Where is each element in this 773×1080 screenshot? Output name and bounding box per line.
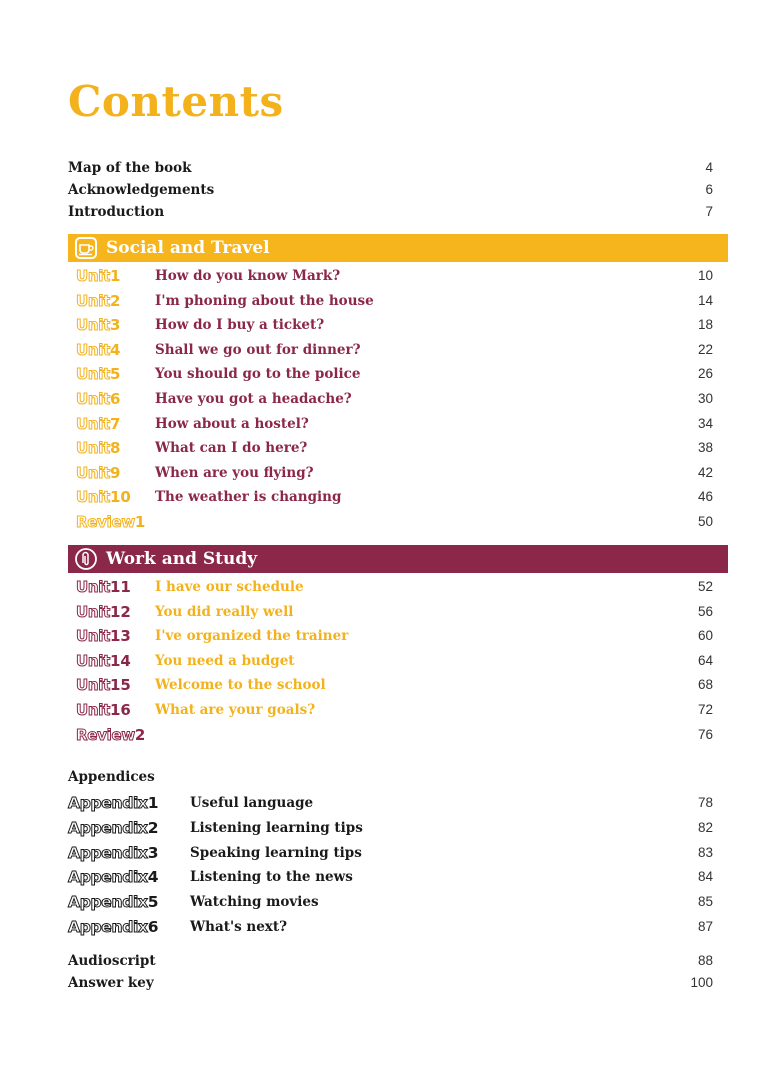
entry-title: Listening to the news xyxy=(190,869,353,886)
entry-page: 84 xyxy=(697,869,713,885)
appendix-row[interactable] xyxy=(68,791,713,815)
entry-page: 83 xyxy=(697,844,713,860)
coffee-cup-icon xyxy=(75,237,97,259)
entry-number: 2 xyxy=(147,818,159,837)
entry-prefix: Appendix xyxy=(68,893,148,912)
section-header-social-and-travel xyxy=(68,234,728,262)
entry-page: 38 xyxy=(697,440,713,456)
entry-label xyxy=(76,338,120,362)
entry-label xyxy=(76,698,131,722)
toc-page: 88 xyxy=(697,953,713,968)
entry-prefix: Unit xyxy=(76,390,110,408)
entry-page: 22 xyxy=(697,341,713,357)
entry-label xyxy=(68,791,159,815)
entry-page: 52 xyxy=(697,579,713,594)
entry-prefix: Unit xyxy=(76,578,110,596)
section-title: Work and Study xyxy=(106,549,258,569)
entry-page: 30 xyxy=(697,391,713,406)
entry-number: 6 xyxy=(147,918,159,936)
unit-row[interactable] xyxy=(76,698,713,722)
entry-title: I'm phoning about the house xyxy=(155,292,374,309)
unit-row[interactable] xyxy=(76,600,713,624)
toc-row-map-of-the-book[interactable] xyxy=(68,157,713,179)
unit-row[interactable] xyxy=(76,436,713,460)
entry-label xyxy=(76,575,131,599)
unit-row[interactable] xyxy=(76,673,713,697)
entry-title: Shall we go out for dinner? xyxy=(155,341,361,358)
entry-page: 18 xyxy=(697,317,713,333)
toc-page: 4 xyxy=(705,160,713,175)
entry-label xyxy=(76,649,131,673)
entry-prefix: Unit xyxy=(76,291,110,310)
entry-title: How do I buy a ticket? xyxy=(155,317,325,334)
entry-number: 7 xyxy=(109,414,121,433)
entry-page: 26 xyxy=(697,366,713,382)
appendices-heading: Appendices xyxy=(68,769,155,785)
entry-prefix: Unit xyxy=(76,267,110,285)
unit-row[interactable] xyxy=(76,338,713,362)
entry-prefix: Unit xyxy=(76,340,110,359)
unit-row[interactable] xyxy=(76,575,713,599)
entry-number: 14 xyxy=(109,651,131,670)
entry-label xyxy=(76,313,120,337)
entry-page: 64 xyxy=(697,652,713,668)
entry-number: 4 xyxy=(147,868,159,887)
entry-prefix: Unit xyxy=(76,316,110,335)
entry-title: Have you got a headache? xyxy=(155,391,352,407)
toc-label: Map of the book xyxy=(68,160,192,176)
appendix-row[interactable] xyxy=(68,890,713,914)
entry-page: 76 xyxy=(697,726,713,742)
entry-number: 16 xyxy=(109,701,131,719)
entry-label xyxy=(76,264,120,288)
entry-label xyxy=(68,890,159,914)
toc-label: Answer key xyxy=(68,975,154,991)
unit-row[interactable] xyxy=(76,485,713,509)
entry-title: Useful language xyxy=(190,795,314,811)
entry-page: 78 xyxy=(697,795,713,810)
entry-label xyxy=(76,624,131,648)
entry-prefix: Unit xyxy=(76,651,110,670)
entry-title: The weather is changing xyxy=(155,489,342,506)
entry-label xyxy=(76,289,120,313)
entry-title: Listening learning tips xyxy=(190,819,363,836)
entry-page: 82 xyxy=(697,819,713,835)
entry-page: 60 xyxy=(697,628,713,644)
page-title: Contents xyxy=(68,77,284,126)
entry-prefix: Review xyxy=(76,513,135,531)
section-header-work-and-study xyxy=(68,545,728,573)
unit-row[interactable] xyxy=(76,264,713,288)
unit-row[interactable] xyxy=(76,412,713,436)
entry-number: 5 xyxy=(147,893,159,912)
section-title: Social and Travel xyxy=(106,238,270,258)
entry-page: 50 xyxy=(697,514,713,529)
entry-title: Speaking learning tips xyxy=(190,844,362,861)
entry-prefix: Review xyxy=(76,725,135,744)
entry-title: How do you know Mark? xyxy=(155,268,341,284)
entry-number: 15 xyxy=(109,676,131,695)
toc-label: Introduction xyxy=(68,204,165,220)
entry-page: 46 xyxy=(697,489,713,505)
entry-title: Watching movies xyxy=(190,894,319,911)
entry-title: You did really well xyxy=(155,603,294,620)
entry-prefix: Appendix xyxy=(68,794,148,812)
entry-title: I have our schedule xyxy=(155,579,304,595)
entry-number: 5 xyxy=(109,365,121,384)
entry-prefix: Unit xyxy=(76,676,110,695)
toc-row-audioscript[interactable] xyxy=(68,950,713,972)
entry-page: 87 xyxy=(697,919,713,934)
entry-number: 13 xyxy=(109,627,131,646)
entry-title: Welcome to the school xyxy=(155,677,326,694)
entry-number: 11 xyxy=(109,578,131,596)
entry-number: 2 xyxy=(109,291,121,310)
entry-title: I've organized the trainer xyxy=(155,628,349,645)
unit-row[interactable] xyxy=(76,362,713,386)
unit-row[interactable] xyxy=(76,313,713,337)
entry-title: When are you flying? xyxy=(155,464,314,481)
entry-page: 10 xyxy=(697,268,713,283)
entry-number: 3 xyxy=(109,316,121,335)
entry-page: 56 xyxy=(697,603,713,619)
entry-label xyxy=(76,510,145,534)
appendix-row[interactable] xyxy=(68,841,713,865)
entry-prefix: Appendix xyxy=(68,868,148,887)
entry-label xyxy=(68,841,159,865)
unit-row[interactable] xyxy=(76,289,713,313)
paperclip-icon xyxy=(75,548,97,570)
entry-label xyxy=(76,387,120,411)
entry-number: 9 xyxy=(109,463,121,482)
entry-label xyxy=(76,412,120,436)
entry-number: 10 xyxy=(109,488,131,507)
entry-prefix: Appendix xyxy=(68,818,148,837)
entry-prefix: Unit xyxy=(76,602,110,621)
entry-page: 42 xyxy=(697,464,713,480)
toc-row-introduction[interactable] xyxy=(68,201,713,223)
unit-row[interactable] xyxy=(76,461,713,485)
entry-label xyxy=(76,362,120,386)
entry-title: What's next? xyxy=(190,919,287,935)
entry-label xyxy=(68,865,159,889)
toc-row-acknowledgements[interactable] xyxy=(68,179,713,201)
entry-label xyxy=(76,600,131,624)
entry-page: 85 xyxy=(697,894,713,910)
review-row[interactable] xyxy=(76,723,713,747)
unit-row[interactable] xyxy=(76,387,713,411)
entry-number: 12 xyxy=(109,602,131,621)
entry-page: 34 xyxy=(697,415,713,431)
entry-prefix: Unit xyxy=(76,488,110,507)
entry-title: How about a hostel? xyxy=(155,415,309,432)
entry-prefix: Unit xyxy=(76,463,110,482)
entry-prefix: Unit xyxy=(76,365,110,384)
entry-prefix: Appendix xyxy=(68,843,148,862)
entry-title: What are your goals? xyxy=(155,702,316,718)
entry-prefix: Unit xyxy=(76,414,110,433)
entry-number: 1 xyxy=(134,513,146,531)
entry-number: 1 xyxy=(147,794,159,812)
entry-number: 3 xyxy=(147,843,159,862)
appendix-row[interactable] xyxy=(68,865,713,889)
unit-row[interactable] xyxy=(76,624,713,648)
toc-row-answer-key[interactable] xyxy=(68,972,713,994)
entry-prefix: Unit xyxy=(76,701,110,719)
entry-label xyxy=(68,915,159,939)
entry-prefix: Appendix xyxy=(68,918,148,936)
toc-page: 6 xyxy=(705,182,713,197)
entry-title: What can I do here? xyxy=(155,440,308,457)
entry-label xyxy=(76,673,131,697)
toc-page: 100 xyxy=(690,975,713,990)
toc-page: 7 xyxy=(705,204,713,219)
entry-prefix: Unit xyxy=(76,439,110,458)
unit-row[interactable] xyxy=(76,649,713,673)
entry-title: You should go to the police xyxy=(155,366,361,383)
entry-label xyxy=(76,723,145,747)
appendix-row[interactable] xyxy=(68,915,713,939)
entry-label xyxy=(76,485,131,509)
entry-prefix: Unit xyxy=(76,627,110,646)
entry-number: 4 xyxy=(109,340,121,359)
entry-page: 72 xyxy=(697,702,713,717)
entry-number: 2 xyxy=(134,725,146,744)
entry-title: You need a budget xyxy=(155,652,295,669)
review-row[interactable] xyxy=(76,510,713,534)
toc-label: Audioscript xyxy=(68,953,156,969)
appendix-row[interactable] xyxy=(68,816,713,840)
entry-label xyxy=(68,816,159,840)
entry-label xyxy=(76,436,120,460)
entry-page: 68 xyxy=(697,677,713,693)
entry-number: 6 xyxy=(109,390,121,408)
entry-label xyxy=(76,461,120,485)
toc-label: Acknowledgements xyxy=(68,182,215,198)
entry-number: 1 xyxy=(109,267,121,285)
entry-number: 8 xyxy=(109,439,121,458)
entry-page: 14 xyxy=(697,292,713,308)
